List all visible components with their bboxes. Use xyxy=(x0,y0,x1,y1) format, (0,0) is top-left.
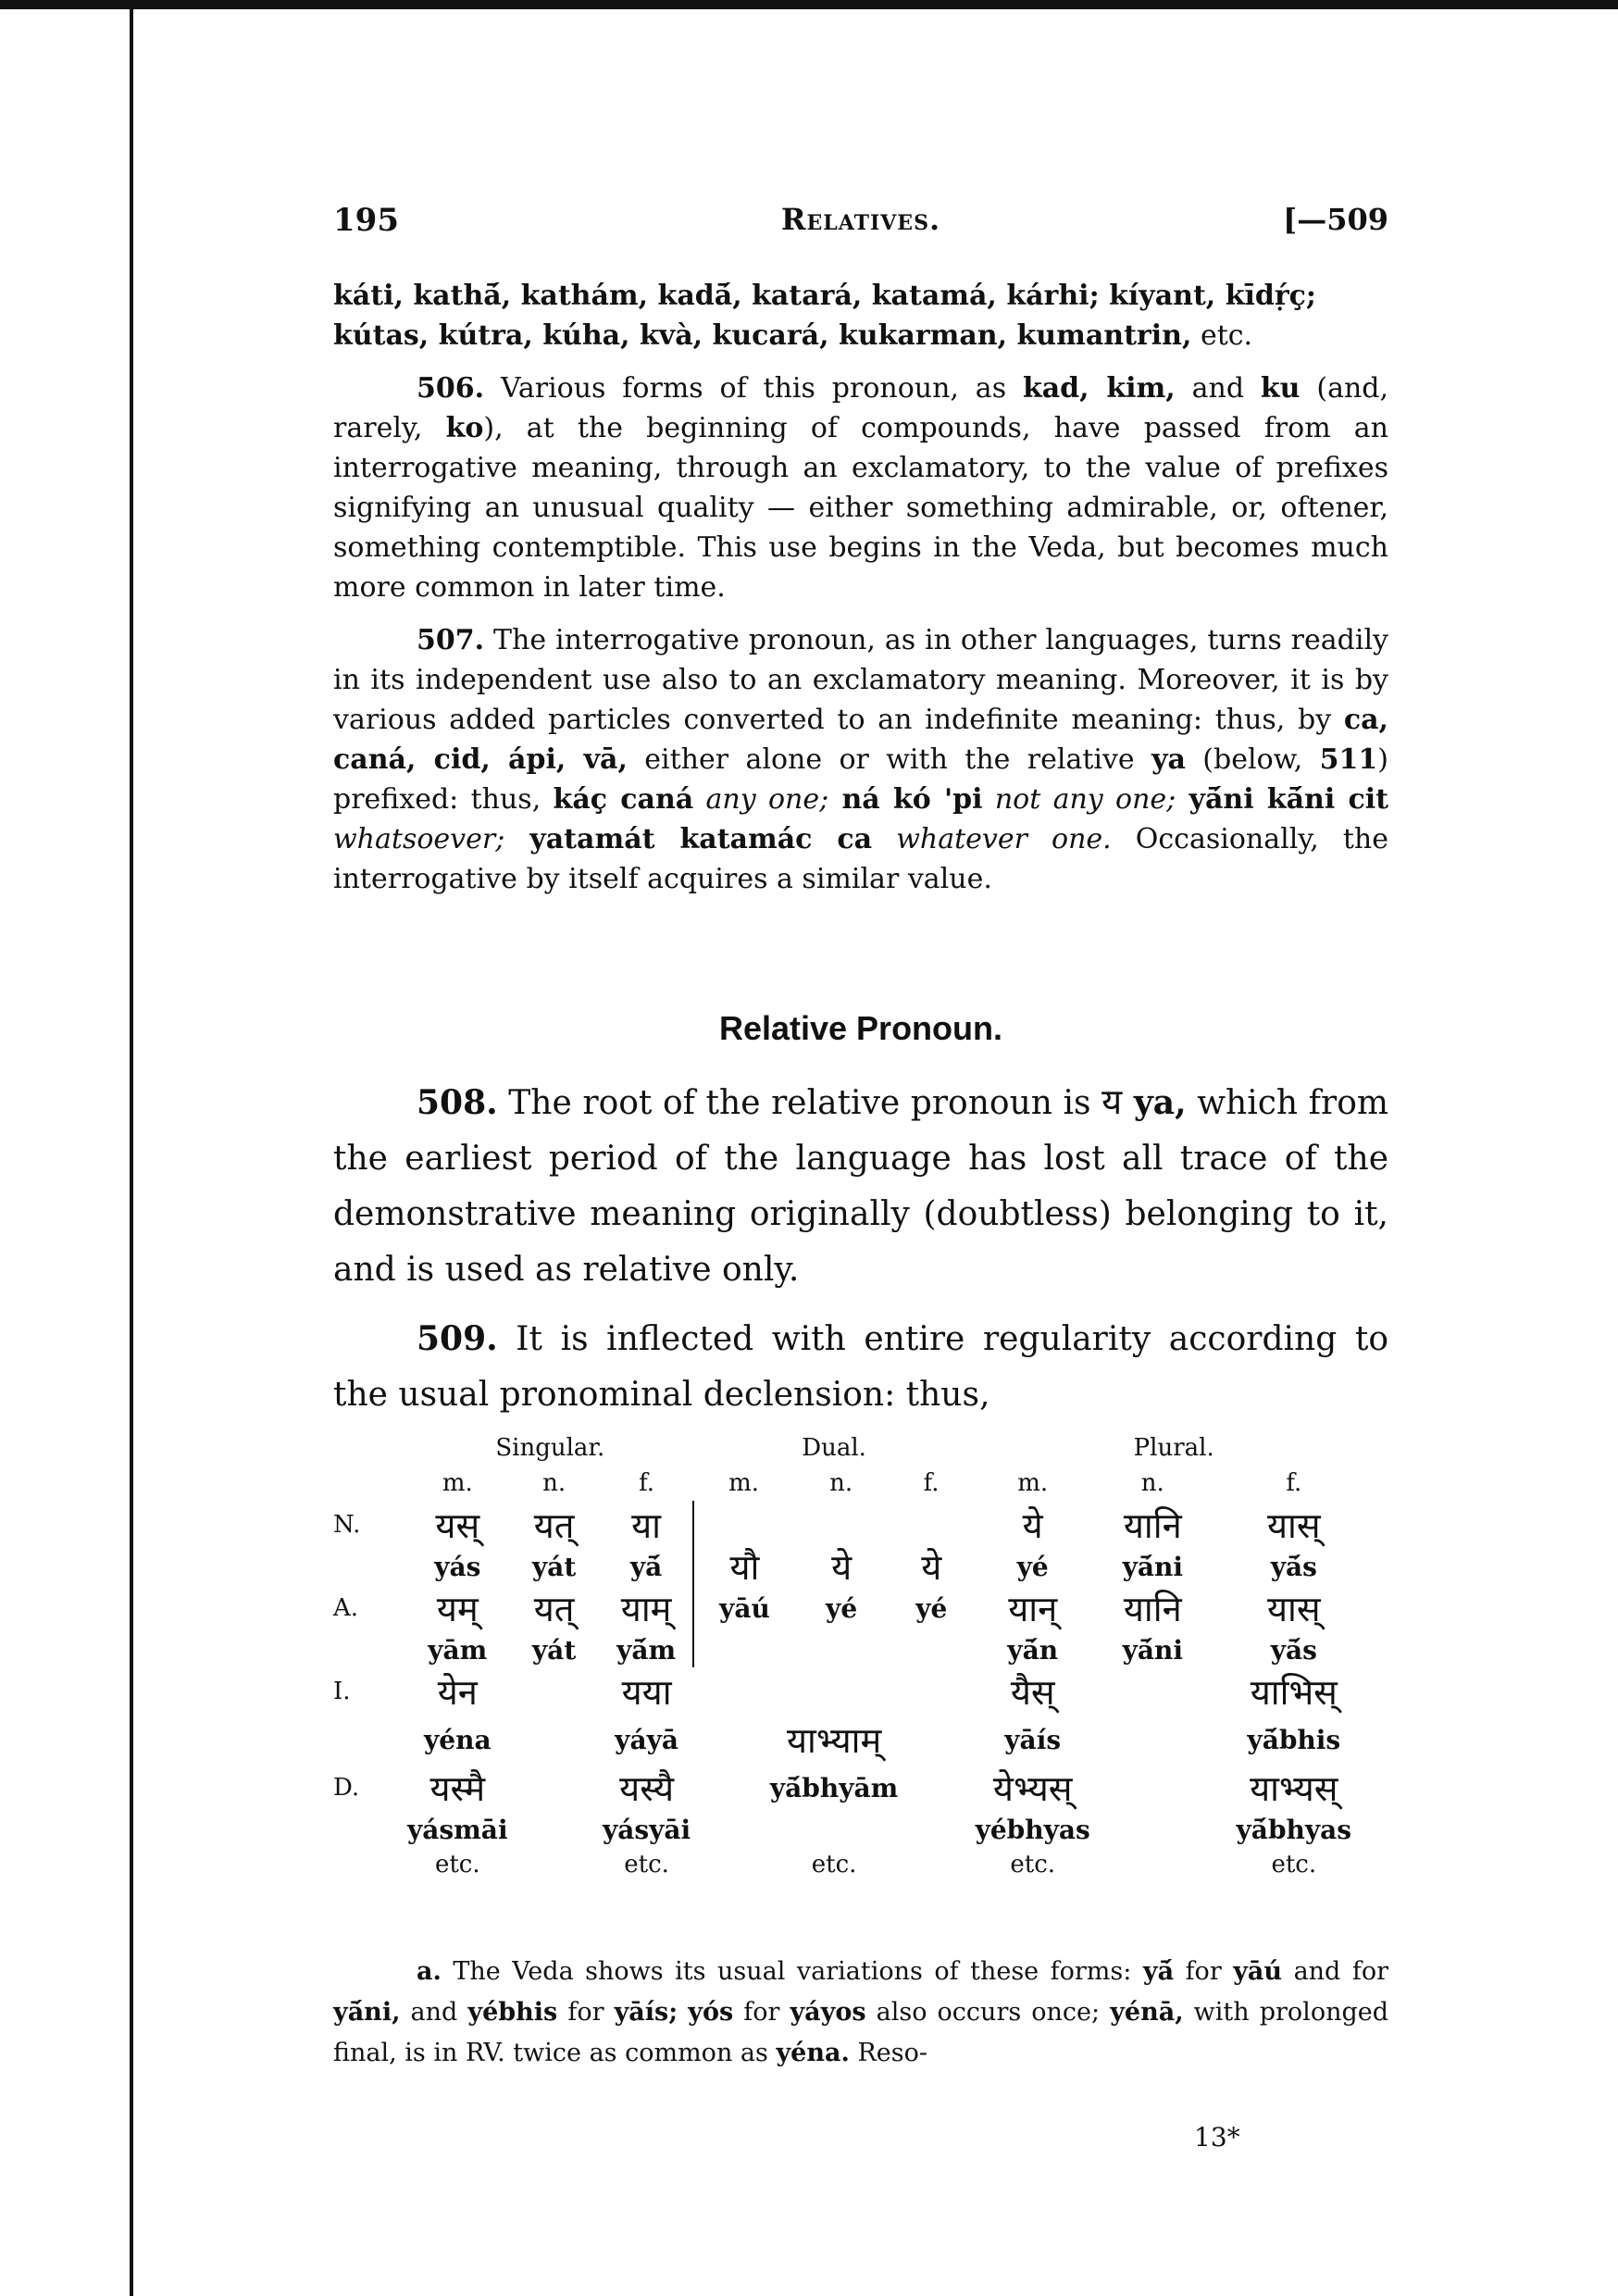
table-cell: yā́bhyas xyxy=(1236,1814,1352,1845)
dual-nom-acc-block xyxy=(693,1501,976,1667)
table-cell: yā́s xyxy=(1270,1634,1317,1666)
declension-table xyxy=(333,1430,1373,1882)
table-cell: याभिस् xyxy=(1250,1672,1338,1713)
dative-translit-row xyxy=(333,1812,1373,1847)
case-label-nominative: N. xyxy=(333,1511,361,1539)
table-cell: येन xyxy=(437,1672,478,1713)
term: ko xyxy=(445,412,484,444)
devanagari-ya: य xyxy=(1101,1081,1123,1122)
term: kad, kim, xyxy=(1022,372,1176,405)
table-cell: etc. xyxy=(434,1851,480,1878)
table-cell: yām xyxy=(428,1634,488,1666)
gender-n: n. xyxy=(829,1469,853,1497)
running-title: Relatives. xyxy=(780,202,941,237)
term: yáyos xyxy=(790,1998,866,2027)
intro-line-2-tail: etc. xyxy=(1191,319,1253,352)
paragraph-intro xyxy=(333,276,1388,356)
table-cell: यौ xyxy=(729,1547,760,1588)
paragraph-506 xyxy=(333,368,1388,607)
paragraph-508 xyxy=(333,1074,1388,1298)
term: yāís; xyxy=(614,1998,678,2027)
note-a-paragraph xyxy=(333,1952,1388,2074)
dual-header: Dual. xyxy=(802,1434,866,1462)
section-reference: [—509 xyxy=(1283,202,1388,237)
table-cell: यत् xyxy=(533,1505,575,1546)
gender-f: f. xyxy=(923,1469,940,1497)
text: for xyxy=(733,1998,790,2027)
term: 511 xyxy=(1319,743,1378,776)
large-text-block xyxy=(333,1074,1388,1436)
table-cell: यास् xyxy=(1267,1505,1321,1546)
gender-f: f. xyxy=(1286,1469,1302,1497)
table-cell: yé xyxy=(915,1592,948,1624)
gender-m: m. xyxy=(442,1469,473,1497)
top-border-rule xyxy=(0,0,1618,9)
table-cell: yás xyxy=(434,1551,481,1582)
text: ), at the beginning of compounds, have passed from an interrogative meaning, through an exclamatory, to the value of prefixes signifying an unusual quality — either something admirable, or, oftener, something contemptible. This use begins in the Veda, but becomes much more common in later time. xyxy=(333,412,1389,604)
table-cell: yā́bhyām xyxy=(769,1772,899,1803)
table-cell: ये xyxy=(1022,1505,1043,1546)
text: which from the earliest period of the language has lost all trace of the demonstrative meaning originally (doubtless) belonging to it, and is used as relative only. xyxy=(333,1084,1389,1289)
gender-n: n. xyxy=(542,1469,566,1497)
term: yatamát katamác ca xyxy=(504,823,873,855)
section-number-507: 507. xyxy=(417,624,485,656)
table-cell: या xyxy=(631,1505,662,1546)
note-label: a. xyxy=(417,1957,442,1986)
text: and for xyxy=(1282,1957,1388,1986)
table-cell: यान् xyxy=(1008,1589,1058,1629)
table-cell: yáyā xyxy=(615,1724,678,1755)
text: The Veda shows its usual variations of these forms: xyxy=(441,1957,1143,1986)
number-header-row xyxy=(333,1430,1373,1466)
table-cell: ये xyxy=(921,1547,942,1588)
table-cell: यस्यै xyxy=(619,1768,675,1809)
table-cell: यास् xyxy=(1267,1589,1321,1629)
table-cell: याभ्यस् xyxy=(1250,1768,1338,1809)
gender-n: n. xyxy=(1140,1469,1164,1497)
term: yébhis xyxy=(467,1998,558,2027)
gender-f: f. xyxy=(639,1469,655,1497)
table-cell: yé xyxy=(826,1592,858,1624)
intro-line-2: kútas, kútra, kúha, kvà, kucará, kukarman, kumantrin, xyxy=(333,319,1192,352)
gender-header-row xyxy=(333,1466,1373,1501)
text: and xyxy=(1175,372,1261,405)
table-cell: yát xyxy=(531,1634,577,1666)
table-cell: yásmāi xyxy=(407,1814,508,1845)
etc-row xyxy=(333,1847,1373,1882)
table-cell: etc. xyxy=(811,1851,857,1878)
section-number-506: 506. xyxy=(417,372,485,405)
case-label-instrumental: I. xyxy=(333,1678,351,1705)
term: ku xyxy=(1260,372,1301,405)
gloss: not any one; xyxy=(982,783,1176,816)
running-head xyxy=(333,202,1388,243)
text: The root of the relative pronoun is xyxy=(497,1084,1102,1122)
table-cell: etc. xyxy=(1010,1851,1056,1878)
table-cell: yā́bhis xyxy=(1247,1724,1341,1755)
text: ) prefixed: thus, xyxy=(333,743,1388,816)
upper-text-block xyxy=(333,276,1388,912)
table-cell: yāís xyxy=(1004,1724,1062,1755)
text: Reso- xyxy=(849,2039,927,2067)
table-cell: yā́m xyxy=(616,1634,677,1666)
section-number-509: 509. xyxy=(417,1319,498,1358)
nominative-devanagari-row xyxy=(333,1501,1373,1549)
table-cell: येभ्यस् xyxy=(992,1768,1073,1809)
table-cell: yásyāi xyxy=(602,1814,691,1845)
table-cell: yā́n xyxy=(1007,1634,1059,1666)
text: either alone or with the relative xyxy=(627,743,1152,776)
table-cell: यैस् xyxy=(1010,1672,1055,1713)
gloss: any one; xyxy=(693,783,829,816)
term: yéna. xyxy=(776,2039,850,2067)
term: káç caná xyxy=(553,783,694,816)
table-cell: yéna xyxy=(424,1724,492,1755)
text: Occasionally, the interrogative by itself acquires a similar value. xyxy=(333,823,1388,895)
dual-subtable xyxy=(694,1542,976,1626)
text: Various forms of this pronoun, as xyxy=(484,372,1023,405)
table-cell: yā́ni xyxy=(1122,1634,1183,1666)
section-heading: Relative Pronoun. xyxy=(718,1009,1003,1047)
text: with prolonged final, is in RV. twice as common as xyxy=(333,1998,1389,2067)
gloss: whatever one. xyxy=(872,823,1112,855)
note-a xyxy=(333,1952,1388,2074)
term: yós xyxy=(688,1998,734,2027)
table-cell: यानि xyxy=(1123,1505,1182,1546)
text xyxy=(678,1998,688,2027)
table-cell: yāú xyxy=(719,1592,770,1624)
table-cell: ये xyxy=(831,1547,853,1588)
intro-line-1: káti, kathā́, kathám, kadā́, katará, katamá, kárhi; kíyant, kīdṛ́ç; xyxy=(333,280,1316,312)
table-cell: यानि xyxy=(1123,1589,1182,1629)
paragraph-507 xyxy=(333,620,1388,899)
text: and xyxy=(400,1998,468,2027)
term: ná kó 'pi xyxy=(828,783,983,816)
page-number: 195 xyxy=(333,202,399,239)
table-cell: yát xyxy=(531,1551,577,1582)
table-cell: yā́ni xyxy=(1122,1551,1183,1582)
plural-header: Plural. xyxy=(1133,1434,1214,1462)
table-cell: यस् xyxy=(435,1505,480,1546)
text: for xyxy=(557,1998,615,2027)
instrumental-devanagari-row xyxy=(333,1667,1373,1716)
gender-m: m. xyxy=(1017,1469,1049,1497)
term: ya, xyxy=(1122,1083,1187,1122)
text: for xyxy=(1174,1957,1234,1986)
gender-m: m. xyxy=(728,1469,760,1497)
printer-signature: 13* xyxy=(1194,2122,1240,2152)
table-cell: याम् xyxy=(620,1589,672,1629)
dative-devanagari-row xyxy=(333,1764,1373,1812)
case-label-dative: D. xyxy=(333,1774,360,1802)
term: ya xyxy=(1151,743,1186,776)
table-cell: याभ्याम् xyxy=(786,1720,882,1761)
term: yénā, xyxy=(1110,1998,1184,2027)
table-cell: यत् xyxy=(533,1589,575,1629)
term: yā́ni kā́ni cit xyxy=(1176,783,1388,816)
case-label-accusative: A. xyxy=(333,1594,359,1622)
singular-header: Singular. xyxy=(495,1434,605,1462)
table-cell: yā́ xyxy=(629,1551,663,1582)
instrumental-translit-row xyxy=(333,1716,1373,1764)
table-cell: यस्मै xyxy=(429,1768,486,1809)
paragraph-509 xyxy=(333,1311,1388,1423)
gloss: whatsoever; xyxy=(333,823,505,855)
text: (and, rarely, xyxy=(333,372,1389,444)
table-cell: etc. xyxy=(1271,1851,1317,1878)
term: yā́ni, xyxy=(333,1998,401,2027)
binding-margin-rule xyxy=(130,0,133,2296)
term: yāú xyxy=(1233,1957,1283,1986)
table-cell: yé xyxy=(1016,1551,1049,1582)
section-number-508: 508. xyxy=(417,1083,498,1122)
text: also occurs once; xyxy=(865,1998,1111,2027)
text: (below, xyxy=(1185,743,1320,776)
term: ca, caná, cid, ápi, vā, xyxy=(333,704,1388,776)
table-cell: yébhyas xyxy=(975,1814,1090,1845)
text: The interrogative pronoun, as in other languages, turns readily in its independent use also to an exclamatory meaning. Moreover, it is by various added particles converted to an indefinite meaning: thus, by xyxy=(333,624,1388,736)
text: It is inflected with entire regularity according to the usual pronominal declension: thus, xyxy=(333,1320,1388,1414)
table-cell: यम् xyxy=(436,1589,479,1629)
table-cell: etc. xyxy=(624,1851,669,1878)
table-cell: यया xyxy=(621,1672,672,1713)
table-cell: yā́s xyxy=(1270,1551,1317,1582)
term: yā́ xyxy=(1142,1957,1175,1986)
